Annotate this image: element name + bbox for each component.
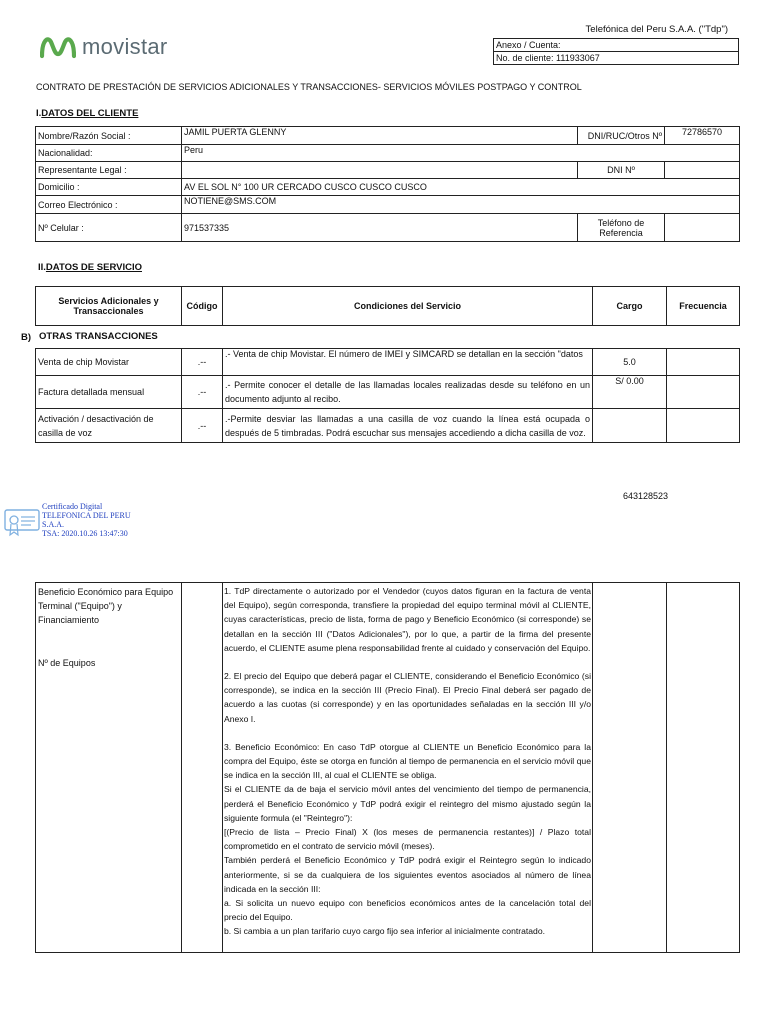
subsection-letter: B) — [21, 332, 32, 343]
service-conditions: .-Permite desviar las llamadas a una casilla de voz cuando la línea está ocupada o después de 5 timbradas. Podrá escuchar sus mensajes accediendo a dicha casilla de voz. — [223, 409, 593, 443]
movistar-m-icon — [40, 32, 76, 62]
nationality-label: Nacionalidad: — [36, 145, 182, 162]
benefit-paragraph-1: 1. TdP directamente o autorizado por el Vendedor (cuyos datos figuran en la factura de venta del Equipo), según corresponda, transfiere la propiedad del equipo terminal móvil al CLIENTE, cuyas características, precio de lista, forma de pago y Beneficio Económico (si corresponde) se detallan en la sección III ("Datos Adicionales"), por lo que, a partir de la firma del presente acuerdo, el CLIENTE asume plena responsabilidad frente al cuidado y conservación del Equipo. — [224, 586, 591, 653]
ref-phone-label: Teléfono de Referencia — [578, 214, 665, 242]
header-conditions: Condiciones del Servicio — [223, 287, 593, 326]
service-conditions: .- Permite conocer el detalle de las llamadas locales realizadas desde su teléfono en un documento adjunto al recibo. — [223, 376, 593, 409]
certificate-line-1: Certificado Digital — [42, 502, 103, 511]
subsection-title: OTRAS TRANSACCIONES — [39, 331, 158, 342]
certificate-timestamp: TSA: 2020.10.26 13:47:30 — [42, 529, 128, 538]
header-charge: Cargo — [593, 287, 667, 326]
legal-rep-value — [182, 162, 578, 179]
account-box — [493, 38, 739, 65]
cell-label: Nº Celular : — [36, 214, 182, 242]
service-frequency — [667, 349, 740, 376]
brand-wordmark: movistar — [82, 34, 168, 59]
header-services: Servicios Adicionales y Transaccionales — [36, 287, 182, 326]
service-charge — [593, 409, 667, 443]
section-1-heading — [36, 108, 138, 119]
section-2-title: DATOS DE SERVICIO — [45, 262, 142, 273]
benefit-paragraph-4: Si el CLIENTE da de baja el servicio móvil antes del vencimiento del tiempo de permanencia, perderá el Beneficio Económico y TdP podrá exigir el reintegro del mismo ajustado según la siguiente formula (el "Reintegro"): — [224, 784, 591, 823]
benefit-charge — [593, 583, 667, 953]
address-label: Domicilio : — [36, 179, 182, 196]
annex-field: Anexo / Cuenta: — [494, 39, 739, 52]
name-value: JAMIL PUERTA GLENNY — [182, 127, 578, 145]
name-label: Nombre/Razón Social : — [36, 127, 182, 145]
service-name: Factura detallada mensual — [36, 376, 182, 409]
service-charge: 5.0 — [593, 349, 667, 376]
header-code: Código — [182, 287, 223, 326]
table-row — [36, 349, 740, 376]
dni-value — [665, 162, 740, 179]
benefit-paragraph-3: 3. Beneficio Económico: En caso TdP otorgue al CLIENTE un Beneficio Económico para la compra del Equipo, éste se otorga en función al tiempo de permanencia en el servicio móvil que se indica en la sección III, al cual el CLIENTE se obliga. — [224, 741, 591, 781]
section-1-number: I. — [36, 108, 42, 119]
service-name: Venta de chip Movistar — [36, 349, 182, 376]
service-code: .-- — [182, 349, 223, 376]
benefit-paragraph-2: 2. El precio del Equipo que deberá pagar el CLIENTE, considerando el Beneficio Económico (si corresponde), se indica en la sección III (Precio Final). El Precio Final deberá ser pagado de acuerdo a las cuotas (si corresponde) y en las oportunidades señaladas en la sección III y/o Anexo I. — [224, 671, 591, 724]
ref-phone-value — [665, 214, 740, 242]
doc-value: 72786570 — [665, 127, 740, 145]
service-frequency — [667, 409, 740, 443]
legal-rep-label: Representante Legal : — [36, 162, 182, 179]
certificate-line-3: S.A.A. — [42, 520, 65, 529]
email-value: NOTIENE@SMS.COM — [182, 196, 740, 214]
certificate-icon — [4, 507, 40, 539]
movistar-logo — [40, 31, 180, 65]
client-number-field: No. de cliente: 111933067 — [494, 52, 739, 65]
service-name: Activación / desactivación de casilla de voz — [36, 409, 182, 443]
table-row — [36, 409, 740, 443]
service-code: .-- — [182, 409, 223, 443]
equipment-count-label: Nº de Equipos — [38, 658, 96, 668]
benefit-conditions — [223, 583, 593, 953]
dni-label: DNI Nº — [578, 162, 665, 179]
benefit-paragraph-7: a. Si solicita un nuevo equipo con beneficios económicos antes de la cancelación total del precio del Equipo. — [224, 898, 591, 923]
contract-title: CONTRATO DE PRESTACIÓN DE SERVICIOS ADICIONALES Y TRANSACCIONES- SERVICIOS MÓVILES POSTPAGO Y CONTROL — [36, 82, 582, 92]
table-row — [36, 376, 740, 409]
service-code: .-- — [182, 376, 223, 409]
benefit-frequency — [667, 583, 740, 953]
benefit-label-cell — [36, 583, 182, 953]
transactions-table — [35, 348, 740, 443]
service-frequency — [667, 376, 740, 409]
service-header-table — [35, 286, 740, 326]
doc-label: DNI/RUC/Otros Nº — [578, 127, 665, 145]
nationality-value: Peru — [182, 145, 740, 162]
benefit-paragraph-5: [(Precio de lista – Precio Final) X (los meses de permanencia restantes)] / Plazo total comprometido en el contrato de servicio móvil (meses). — [224, 827, 591, 852]
section-1-title: DATOS DEL CLIENTE — [41, 108, 139, 119]
benefit-code — [182, 583, 223, 953]
digital-certificate — [4, 502, 164, 542]
benefit-table — [35, 582, 740, 953]
email-label: Correo Electrónico : — [36, 196, 182, 214]
company-name: Telefónica del Peru S.A.A. ("Tdp") — [585, 24, 728, 35]
benefit-paragraph-8: b. Si cambia a un plan tarifario cuyo cargo fijo sea inferior al inicialmente contratado. — [224, 926, 546, 937]
benefit-paragraph-6: También perderá el Beneficio Económico y TdP podrá exigir el Reintegro según lo indicado anteriormente, si se da cualquiera de los siguientes eventos asociados al número de línea indicada en la sección III: — [224, 855, 591, 894]
table-row — [36, 583, 740, 953]
service-conditions: .- Venta de chip Movistar. El número de IMEI y SIMCARD se detallan en la sección "datos — [223, 349, 593, 376]
client-data-table — [35, 126, 740, 242]
document-number: 643128523 — [623, 491, 669, 501]
service-charge: S/ 0.00 — [593, 376, 667, 409]
section-2-heading — [38, 262, 142, 273]
address-value: AV EL SOL N° 100 UR CERCADO CUSCO CUSCO CUSCO — [182, 179, 740, 196]
certificate-line-2: TELEFONICA DEL PERU — [42, 511, 131, 520]
cell-value: 971537335 — [182, 214, 578, 242]
benefit-label: Beneficio Económico para Equipo Terminal ("Equipo") y Financiamiento — [38, 587, 174, 625]
section-2-number: II. — [38, 262, 46, 273]
header-frequency: Frecuencia — [667, 287, 740, 326]
